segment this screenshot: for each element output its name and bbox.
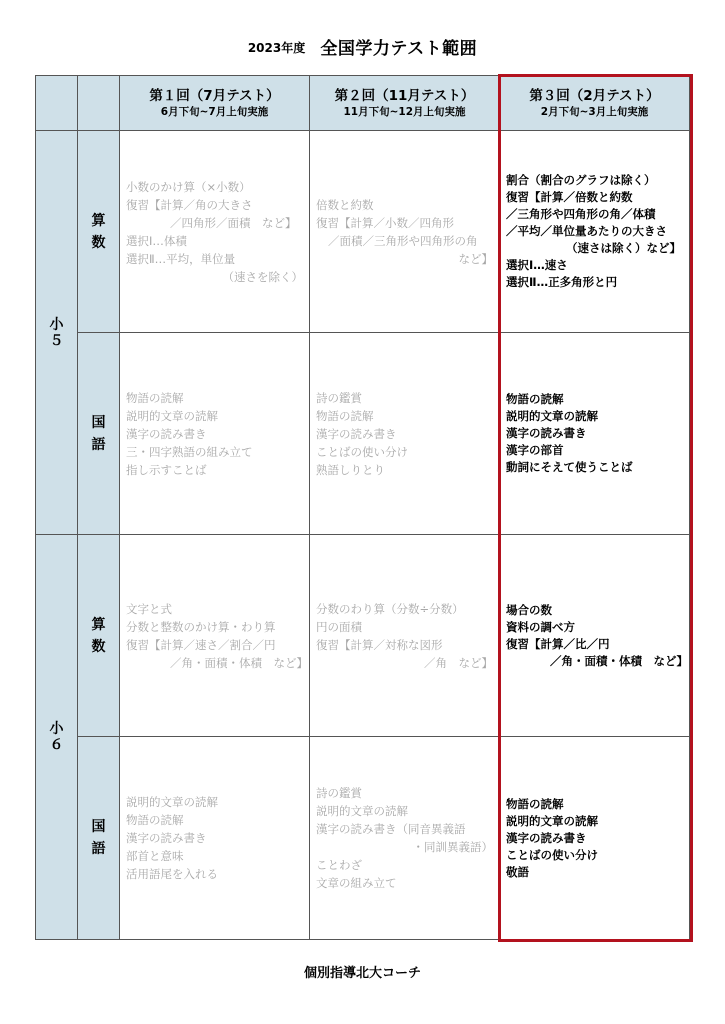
column-title: 第１回（7月テスト） xyxy=(149,88,280,104)
cell-g6-jp-3: 物語の読解 説明的文章の読解 漢字の読み書き ことばの使い分け 敬語 xyxy=(500,737,690,940)
column-title: 第２回（11月テスト） xyxy=(334,88,475,104)
column-header-3 xyxy=(500,76,690,131)
cell-g5-jp-2: 詩の鑑賞 物語の読解 漢字の読み書き ことばの使い分け 熟語しりとり xyxy=(310,333,500,535)
cell-g6-jp-2: 詩の鑑賞 説明的文章の読解 漢字の読み書き（同音異義語 ・同訓異義語） ことわざ 文章の組み立て xyxy=(310,737,500,940)
cell-g5-math-1: 小数のかけ算（×小数） 復習【計算／角の大きさ ／四角形／面積 など】 選択Ⅰ…体積 選択Ⅱ…平均，単位量 （速さを除く） xyxy=(120,131,310,333)
row-g5-japanese xyxy=(36,333,690,535)
cell-g5-math-3: 割合（割合のグラフは除く） 復習【計算／倍数と約数 ／三角形や四角形の角／体積 ／平均／単位量あたりの大きさ （速さは除く）など】 選択Ⅰ…速さ 選択Ⅱ…正多角形と円 xyxy=(500,131,690,333)
subject-japanese: 国 語 xyxy=(78,737,120,940)
cell-g6-math-2: 分数のわり算（分数÷分数） 円の面積 復習【計算／対称な図形 ／角 など】 xyxy=(310,535,500,737)
grade-label-6: 小 ６ xyxy=(36,535,78,940)
cell-g6-math-1: 文字と式 分数と整数のかけ算・わり算 復習【計算／速さ／割合／円 ／角・面積・体積 など】 xyxy=(120,535,310,737)
row-g6-japanese xyxy=(36,737,690,940)
header-row xyxy=(36,76,690,131)
grade-label-5: 小 ５ xyxy=(36,131,78,535)
subject-japanese: 国 語 xyxy=(78,333,120,535)
column-header-1 xyxy=(120,76,310,131)
column-subtitle: 11月下旬~12月上旬実施 xyxy=(343,106,466,118)
cell-g6-math-3: 場合の数 資料の調べ方 復習【計算／比／円 ／角・面積・体積 など】 xyxy=(500,535,690,737)
row-g6-math xyxy=(36,535,690,737)
column-header-2 xyxy=(310,76,500,131)
subject-math: 算 数 xyxy=(78,535,120,737)
cell-g6-jp-1: 説明的文章の読解 物語の読解 漢字の読み書き 部首と意味 活用語尾を入れる xyxy=(120,737,310,940)
subject-math: 算 数 xyxy=(78,131,120,333)
cell-g5-math-2: 倍数と約数 復習【計算／小数／四角形 ／面積／三角形や四角形の角 など】 xyxy=(310,131,500,333)
footer-organization: 個別指導北大コーチ xyxy=(303,966,421,981)
title-main: 全国学力テスト範囲 xyxy=(320,39,478,59)
column-subtitle: 2月下旬~3月上旬実施 xyxy=(540,106,649,118)
cell-g5-jp-3: 物語の読解 説明的文章の読解 漢字の読み書き 漢字の部首 動詞にそえて使うことば xyxy=(500,333,690,535)
page-title xyxy=(0,34,725,59)
column-title: 第３回（2月テスト） xyxy=(529,88,660,104)
test-range-table xyxy=(35,75,690,940)
cell-g5-jp-1: 物語の読解 説明的文章の読解 漢字の読み書き 三・四字熟語の組み立て 指し示すことば xyxy=(120,333,310,535)
header-corner-2 xyxy=(78,76,120,131)
row-g5-math xyxy=(36,131,690,333)
title-year: 2023年度 xyxy=(247,41,306,55)
column-subtitle: 6月下旬~7月上旬実施 xyxy=(160,106,269,118)
header-corner xyxy=(36,76,78,131)
